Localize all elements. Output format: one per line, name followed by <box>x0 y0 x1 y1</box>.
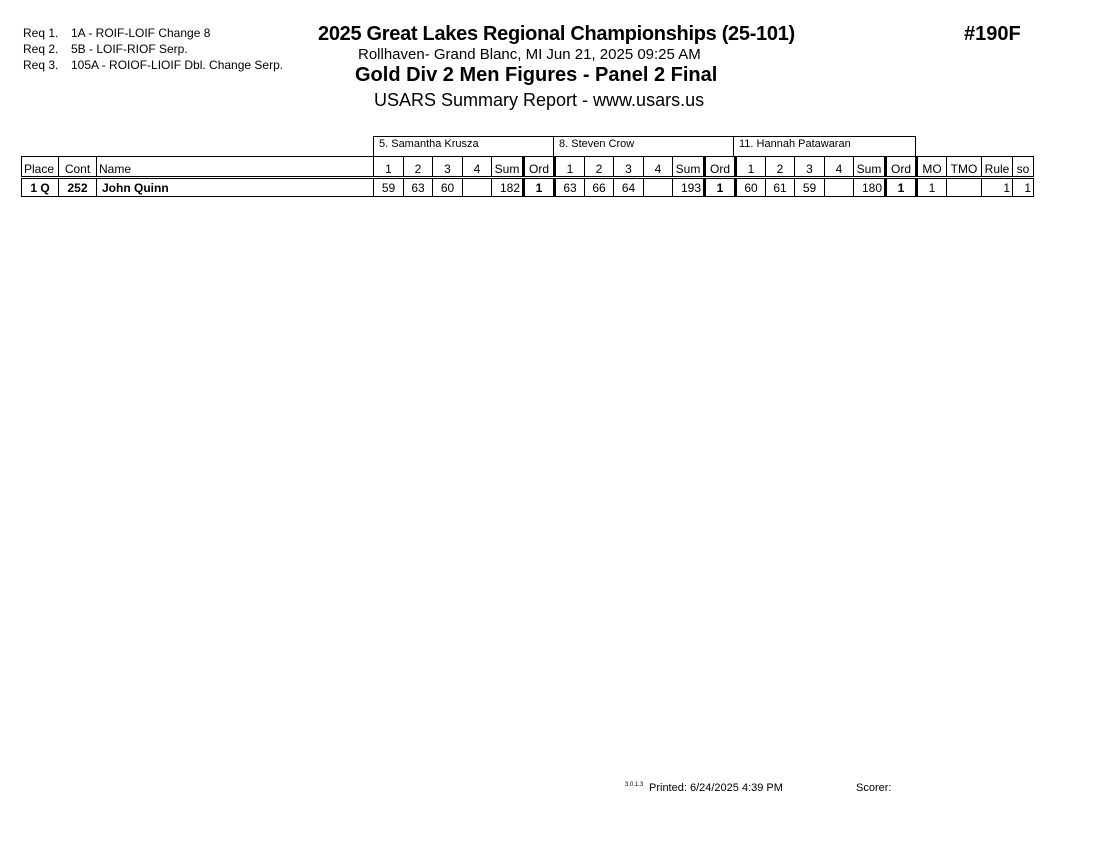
cell-j2-s4 <box>644 178 673 197</box>
cell-j1-s2: 63 <box>404 178 433 197</box>
scorer-label: Scorer: <box>856 782 892 794</box>
col-so: so <box>1013 157 1034 178</box>
cell-j3-sum: 180 <box>854 178 886 197</box>
cell-j2-ord: 1 <box>705 178 736 197</box>
col-j3-f3: 3 <box>795 157 825 178</box>
requirement-label: Req 1. <box>23 26 59 40</box>
cell-j1-s4 <box>463 178 492 197</box>
results-table <box>21 156 1034 197</box>
requirement-2 <box>23 42 188 56</box>
col-j2-f2: 2 <box>585 157 614 178</box>
cell-j1-s3: 60 <box>433 178 463 197</box>
col-j2-sum: Sum <box>673 157 705 178</box>
cell-j3-s1: 60 <box>736 178 766 197</box>
cell-place: 1 Q <box>22 178 59 197</box>
col-j2-f4: 4 <box>644 157 673 178</box>
col-j3-ord: Ord <box>886 157 917 178</box>
cell-j2-s3: 64 <box>614 178 644 197</box>
cell-j1-sum: 182 <box>492 178 524 197</box>
col-j3-sum: Sum <box>854 157 886 178</box>
requirement-text: 105A - ROIOF-LIOIF Dbl. Change Serp. <box>71 58 284 72</box>
judge-header-1: 5. Samantha Krusza <box>373 136 554 156</box>
cell-j2-s1: 63 <box>555 178 585 197</box>
cell-j2-sum: 193 <box>673 178 705 197</box>
col-j1-sum: Sum <box>492 157 524 178</box>
judge-header-3: 11. Hannah Patawaran <box>733 136 916 156</box>
col-tmo: TMO <box>947 157 982 178</box>
cell-j3-s2: 61 <box>766 178 795 197</box>
col-j2-ord: Ord <box>705 157 736 178</box>
event-number: #190F <box>964 23 1021 45</box>
col-name: Name <box>97 157 374 178</box>
event-name: Gold Div 2 Men Figures - Panel 2 Final <box>355 64 718 86</box>
requirement-text: 1A - ROIF-LOIF Change 8 <box>71 26 211 40</box>
report-title: USARS Summary Report - www.usars.us <box>374 90 705 110</box>
cell-rule: 1 <box>982 178 1013 197</box>
col-j2-f1: 1 <box>555 157 585 178</box>
requirement-text: 5B - LOIF-RIOF Serp. <box>71 42 188 56</box>
col-mo: MO <box>917 157 947 178</box>
cell-mo: 1 <box>917 178 947 197</box>
requirement-3 <box>23 58 283 72</box>
version-code: 3.0.1.3 <box>625 782 644 788</box>
cell-tmo <box>947 178 982 197</box>
col-j3-f2: 2 <box>766 157 795 178</box>
cell-j3-s3: 59 <box>795 178 825 197</box>
col-place: Place <box>22 157 59 178</box>
table-row <box>22 178 1034 197</box>
cell-j2-s2: 66 <box>585 178 614 197</box>
cell-j3-s4 <box>825 178 854 197</box>
location-date: Rollhaven- Grand Blanc, MI Jun 21, 2025 09:25 AM <box>358 46 701 63</box>
cell-cont: 252 <box>59 178 97 197</box>
col-j1-f1: 1 <box>374 157 404 178</box>
col-j1-ord: Ord <box>524 157 555 178</box>
col-j1-f3: 3 <box>433 157 463 178</box>
col-j1-f4: 4 <box>463 157 492 178</box>
col-j3-f1: 1 <box>736 157 766 178</box>
printed-timestamp: Printed: 6/24/2025 4:39 PM <box>649 782 783 794</box>
cell-so: 1 <box>1013 178 1034 197</box>
col-j3-f4: 4 <box>825 157 854 178</box>
requirement-label: Req 3. <box>23 58 59 72</box>
page-title: 2025 Great Lakes Regional Championships (25-101) <box>318 23 795 45</box>
col-cont: Cont <box>59 157 97 178</box>
cell-j1-s1: 59 <box>374 178 404 197</box>
requirement-label: Req 2. <box>23 42 59 56</box>
col-j2-f3: 3 <box>614 157 644 178</box>
table-header-row <box>22 157 1034 178</box>
requirement-1 <box>23 26 210 40</box>
col-rule: Rule <box>982 157 1013 178</box>
judge-header-2: 8. Steven Crow <box>553 136 734 156</box>
cell-j3-ord: 1 <box>886 178 917 197</box>
cell-j1-ord: 1 <box>524 178 555 197</box>
cell-name: John Quinn <box>97 178 374 197</box>
col-j1-f2: 2 <box>404 157 433 178</box>
